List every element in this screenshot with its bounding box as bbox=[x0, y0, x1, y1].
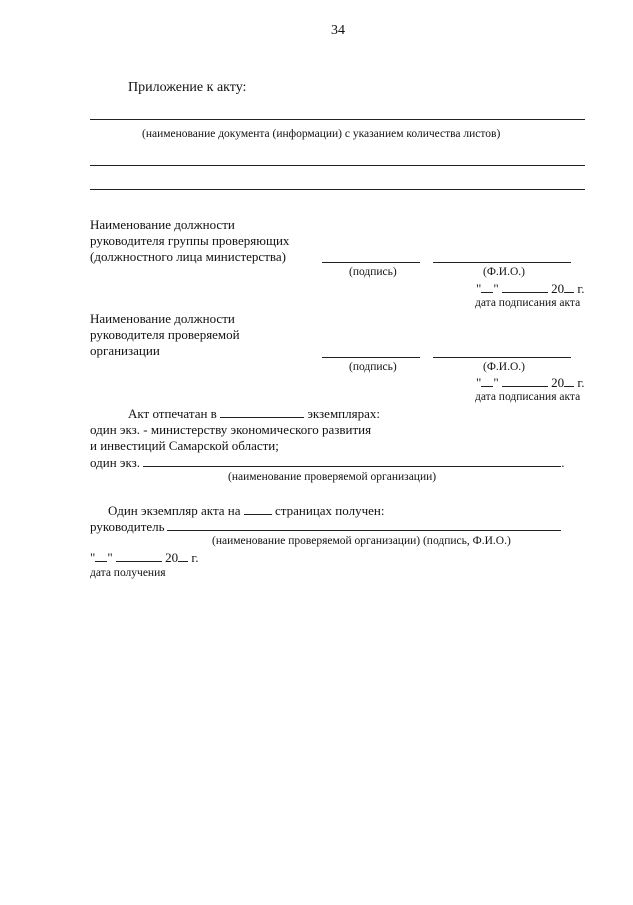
inspector-name-line[interactable] bbox=[433, 262, 571, 263]
date-year-field[interactable] bbox=[564, 376, 574, 387]
date-year-prefix: 20 bbox=[551, 375, 565, 390]
receipt-caption: (наименование проверяемой организации) (подпись, Ф.И.О.) bbox=[212, 535, 511, 547]
date-day-field[interactable] bbox=[95, 551, 107, 562]
appendix-label: Приложение к акту: bbox=[128, 80, 247, 95]
copies-printed-prefix: Акт отпечатан в bbox=[128, 406, 217, 421]
page-number: 34 bbox=[331, 23, 345, 38]
date-month-field[interactable] bbox=[116, 551, 162, 562]
date-quote-close: " bbox=[107, 550, 113, 565]
org-head-date-caption: дата подписания акта bbox=[475, 391, 581, 403]
appendix-doc-caption: (наименование документа (информации) с указанием количества листов) bbox=[142, 128, 501, 140]
date-quote-open: " bbox=[90, 550, 96, 565]
inspector-title-line-2: руководителя группы проверяющих bbox=[90, 233, 290, 248]
inspector-signature-caption: (подпись) bbox=[349, 266, 397, 278]
copy1-line-2: и инвестиций Самарской области; bbox=[90, 438, 279, 453]
receipt-head-line bbox=[90, 520, 561, 533]
org-head-name-caption: (Ф.И.О.) bbox=[483, 361, 525, 373]
org-head-signature-caption: (подпись) bbox=[349, 361, 397, 373]
appendix-field-line-3[interactable] bbox=[90, 189, 585, 190]
date-year-field[interactable] bbox=[564, 282, 574, 293]
receipt-head-field[interactable] bbox=[167, 520, 561, 531]
date-year-field[interactable] bbox=[178, 551, 188, 562]
date-day-field[interactable] bbox=[481, 376, 493, 387]
inspector-title-line-1: Наименование должности bbox=[90, 217, 235, 232]
date-suffix: г. bbox=[577, 281, 585, 296]
copies-printed-line bbox=[128, 407, 380, 420]
receipt-date-line bbox=[90, 551, 199, 564]
date-month-field[interactable] bbox=[502, 282, 548, 293]
date-quote-open: " bbox=[476, 375, 482, 390]
copy2-prefix: один экз. bbox=[90, 455, 141, 470]
org-head-title-line-2: руководителя проверяемой bbox=[90, 327, 240, 342]
inspector-title-line-3: (должностного лица министерства) bbox=[90, 249, 286, 264]
inspector-date-caption: дата подписания акта bbox=[475, 297, 581, 309]
date-quote-close: " bbox=[493, 281, 499, 296]
copies-count-field[interactable] bbox=[220, 407, 304, 418]
date-year-prefix: 20 bbox=[551, 281, 565, 296]
date-quote-close: " bbox=[493, 375, 499, 390]
copy2-end: . bbox=[561, 455, 565, 470]
receipt-pages-field[interactable] bbox=[244, 504, 272, 515]
appendix-field-line-2[interactable] bbox=[90, 165, 585, 166]
receipt-head-label: руководитель bbox=[90, 519, 165, 534]
copies-printed-suffix: экземплярах: bbox=[307, 406, 380, 421]
org-head-title-line-3: организации bbox=[90, 343, 160, 358]
receipt-date-caption: дата получения bbox=[90, 567, 166, 579]
inspector-date-line bbox=[476, 282, 585, 295]
copy2-org-field[interactable] bbox=[143, 456, 561, 467]
date-month-field[interactable] bbox=[502, 376, 548, 387]
receipt-prefix: Один экземпляр акта на bbox=[108, 503, 241, 518]
copy1-line-1: один экз. - министерству экономического развития bbox=[90, 422, 372, 437]
org-head-signature-line[interactable] bbox=[322, 357, 420, 358]
date-quote-open: " bbox=[476, 281, 482, 296]
inspector-name-caption: (Ф.И.О.) bbox=[483, 266, 525, 278]
org-head-name-line[interactable] bbox=[433, 357, 571, 358]
date-suffix: г. bbox=[191, 550, 199, 565]
org-head-title-line-1: Наименование должности bbox=[90, 311, 235, 326]
receipt-suffix: страницах получен: bbox=[275, 503, 385, 518]
appendix-field-line-1[interactable] bbox=[90, 119, 585, 120]
receipt-line-1 bbox=[108, 504, 384, 517]
copy2-line bbox=[90, 456, 565, 469]
org-head-date-line bbox=[476, 376, 585, 389]
date-day-field[interactable] bbox=[481, 282, 493, 293]
date-suffix: г. bbox=[577, 375, 585, 390]
copy2-org-caption: (наименование проверяемой организации) bbox=[228, 471, 437, 483]
date-year-prefix: 20 bbox=[165, 550, 179, 565]
inspector-signature-line[interactable] bbox=[322, 262, 420, 263]
